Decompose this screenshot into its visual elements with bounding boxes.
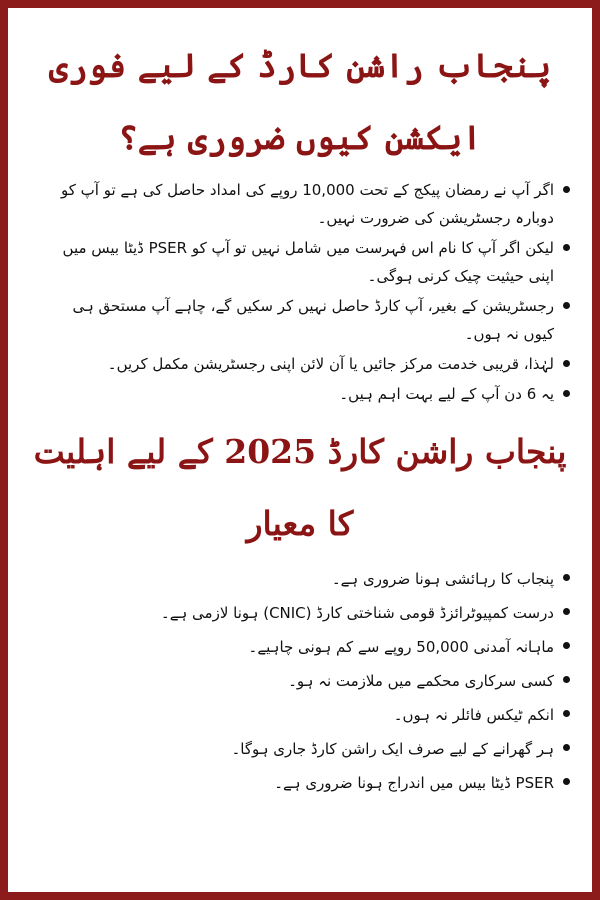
list-item	[38, 768, 572, 798]
list-item	[38, 734, 572, 764]
list-item-text: اگر آپ نے رمضان پیکج کے تحت 10,000 روپے کی امداد حاصل کی ہے تو آپ کو دوبارہ رجسٹریشن کی ضرورت نہیں۔	[61, 181, 554, 227]
bullet-icon	[563, 390, 570, 397]
list-item-text: انکم ٹیکس فائلر نہ ہوں۔	[393, 706, 554, 724]
list-item	[38, 700, 572, 730]
bullet-icon	[563, 302, 570, 309]
list-item	[38, 350, 572, 378]
section-heading-eligibility: پنجاب راشن کارڈ 2025 کے لیے اہلیت کا معیار	[33, 432, 567, 543]
list-item-text: لہٰذا، قریبی خدمت مرکز جائیں یا آن لائن اپنی رجسٹریشن مکمل کریں۔	[107, 355, 554, 373]
list-item	[38, 598, 572, 628]
list-item-text: رجسٹریشن کے بغیر، آپ کارڈ حاصل نہیں کر سکیں گے، چاہے آپ مستحق ہی کیوں نہ ہوں۔	[72, 297, 554, 343]
list-item-text: پنجاب کا رہائشی ہونا ضروری ہے۔	[331, 570, 554, 588]
list-item-text: درست کمپیوٹرائزڈ قومی شناختی کارڈ (CNIC) ہونا لازمی ہے۔	[160, 604, 554, 622]
list-item	[38, 176, 572, 232]
list-item-text: لیکن اگر آپ کا نام اس فہرست میں شامل نہیں تو آپ کو PSER ڈیٹا بیس میں اپنی حیثیت چیک کرنی ہوگی۔	[62, 239, 554, 285]
eligibility-list	[8, 564, 592, 798]
list-item	[38, 234, 572, 290]
list-item	[38, 632, 572, 662]
section-heading-urgent-action: پنجاب راشن کارڈ کے لیے فوری ایکشن کیوں ضروری ہے؟	[48, 46, 552, 157]
bullet-icon	[563, 244, 570, 251]
list-item-text: یہ 6 دن آپ کے لیے بہت اہم ہیں۔	[339, 385, 554, 403]
article-card	[8, 8, 592, 892]
bullet-icon	[563, 360, 570, 367]
bullet-icon	[563, 710, 570, 717]
bullet-icon	[563, 778, 570, 785]
list-item-text: کسی سرکاری محکمے میں ملازمت نہ ہو۔	[288, 672, 554, 690]
list-item-text: ماہانہ آمدنی 50,000 روپے سے کم ہونی چاہیے۔	[248, 638, 554, 656]
list-item	[38, 564, 572, 594]
list-item	[38, 666, 572, 696]
bullet-icon	[563, 186, 570, 193]
list-item	[38, 380, 572, 408]
bullet-icon	[563, 676, 570, 683]
list-item-text: ہر گھرانے کے لیے صرف ایک راشن کارڈ جاری ہوگا۔	[231, 740, 554, 758]
bullet-icon	[563, 574, 570, 581]
bullet-icon	[563, 744, 570, 751]
list-item	[38, 292, 572, 348]
urgent-action-list	[8, 176, 592, 408]
list-item-text: PSER ڈیٹا بیس میں اندراج ہونا ضروری ہے۔	[274, 774, 554, 792]
bullet-icon	[563, 608, 570, 615]
bullet-icon	[563, 642, 570, 649]
